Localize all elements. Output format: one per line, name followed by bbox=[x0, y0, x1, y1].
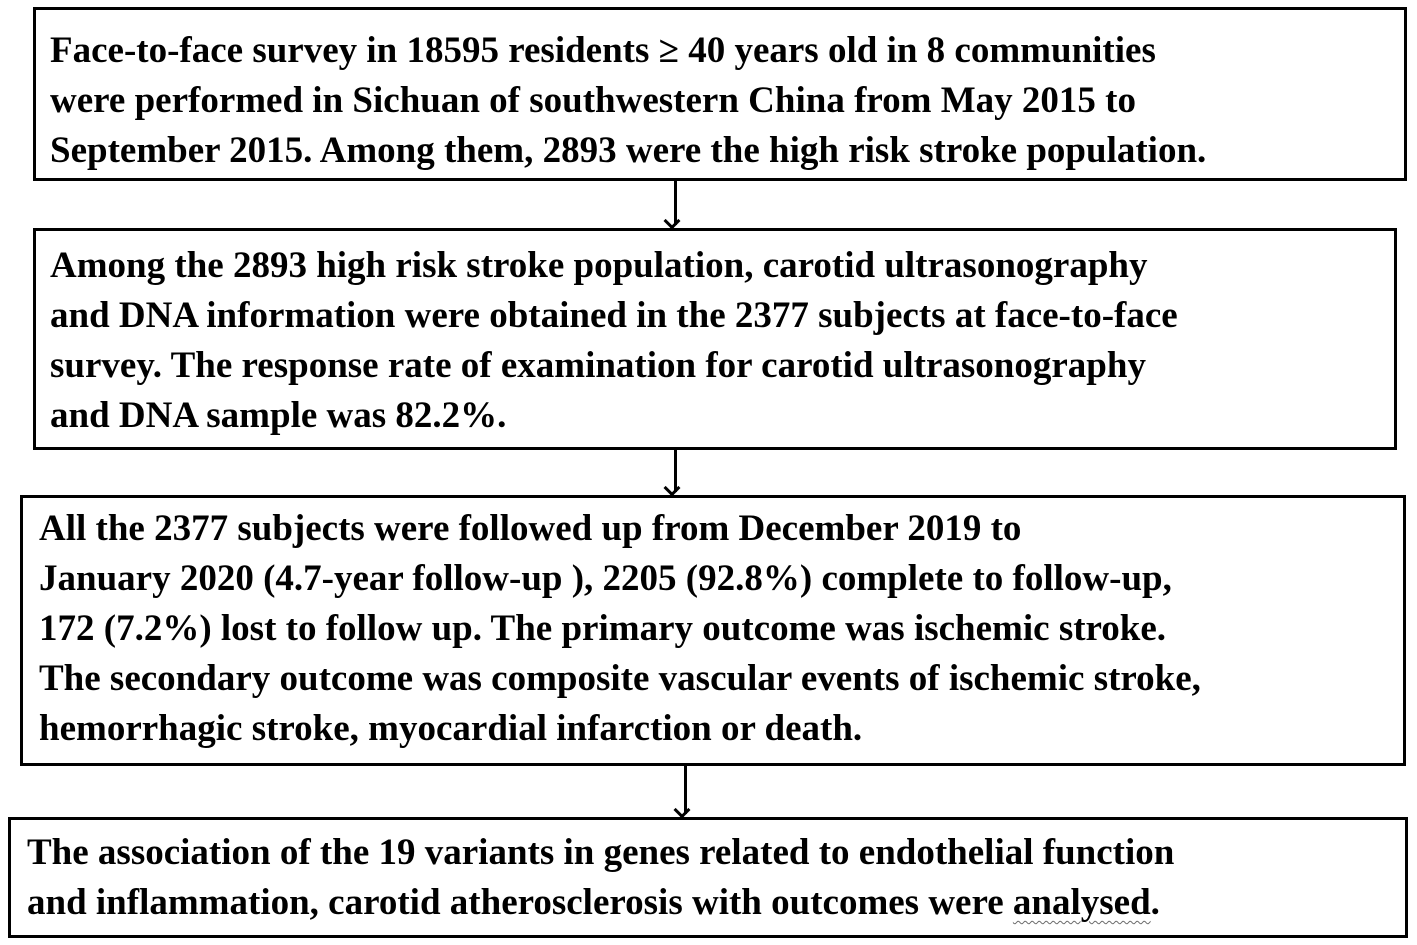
down-arrow-3 bbox=[684, 766, 687, 814]
box1-line-3: September 2015. Among them, 2893 were the high risk stroke population. bbox=[50, 130, 1207, 171]
step-2-ultrasonography-box bbox=[33, 228, 1397, 450]
spellcheck-word: analysed bbox=[1012, 882, 1151, 923]
down-arrow-1 bbox=[674, 181, 677, 225]
down-arrow-2 bbox=[674, 450, 677, 492]
box3-line-2: January 2020 (4.7-year follow-up ), 2205 (92.8%) complete to follow-up, bbox=[39, 558, 1172, 599]
box2-line-1: Among the 2893 high risk stroke population, carotid ultrasonography bbox=[50, 245, 1148, 286]
box4-line-2 bbox=[27, 878, 1391, 928]
step-4-analysis-box bbox=[8, 817, 1408, 938]
step-3-follow-up-box bbox=[20, 495, 1406, 766]
box4-line-2-start: and inflammation, carotid atherosclerosis with outcomes were bbox=[27, 882, 1013, 923]
box3-line-3: 172 (7.2%) lost to follow up. The primary outcome was ischemic stroke. bbox=[39, 608, 1167, 649]
box3-line-1: All the 2377 subjects were followed up from December 2019 to bbox=[39, 508, 1022, 549]
step-1-survey-box bbox=[33, 7, 1407, 181]
box2-line-3: survey. The response rate of examination for carotid ultrasonography bbox=[50, 345, 1146, 386]
box1-line-2: were performed in Sichuan of southwestern China from May 2015 to bbox=[50, 80, 1136, 121]
box2-line-4: and DNA sample was 82.2%. bbox=[50, 395, 507, 436]
box4-line-2-end: . bbox=[1150, 882, 1160, 923]
box1-line-1: Face-to-face survey in 18595 residents ≥ 40 years old in 8 communities bbox=[50, 30, 1156, 71]
box3-line-4: The secondary outcome was composite vascular events of ischemic stroke, bbox=[39, 658, 1201, 699]
box3-line-5: hemorrhagic stroke, myocardial infarction or death. bbox=[39, 708, 863, 749]
box2-line-2: and DNA information were obtained in the 2377 subjects at face-to-face bbox=[50, 295, 1178, 336]
box4-line-1: The association of the 19 variants in genes related to endothelial function bbox=[27, 832, 1175, 873]
